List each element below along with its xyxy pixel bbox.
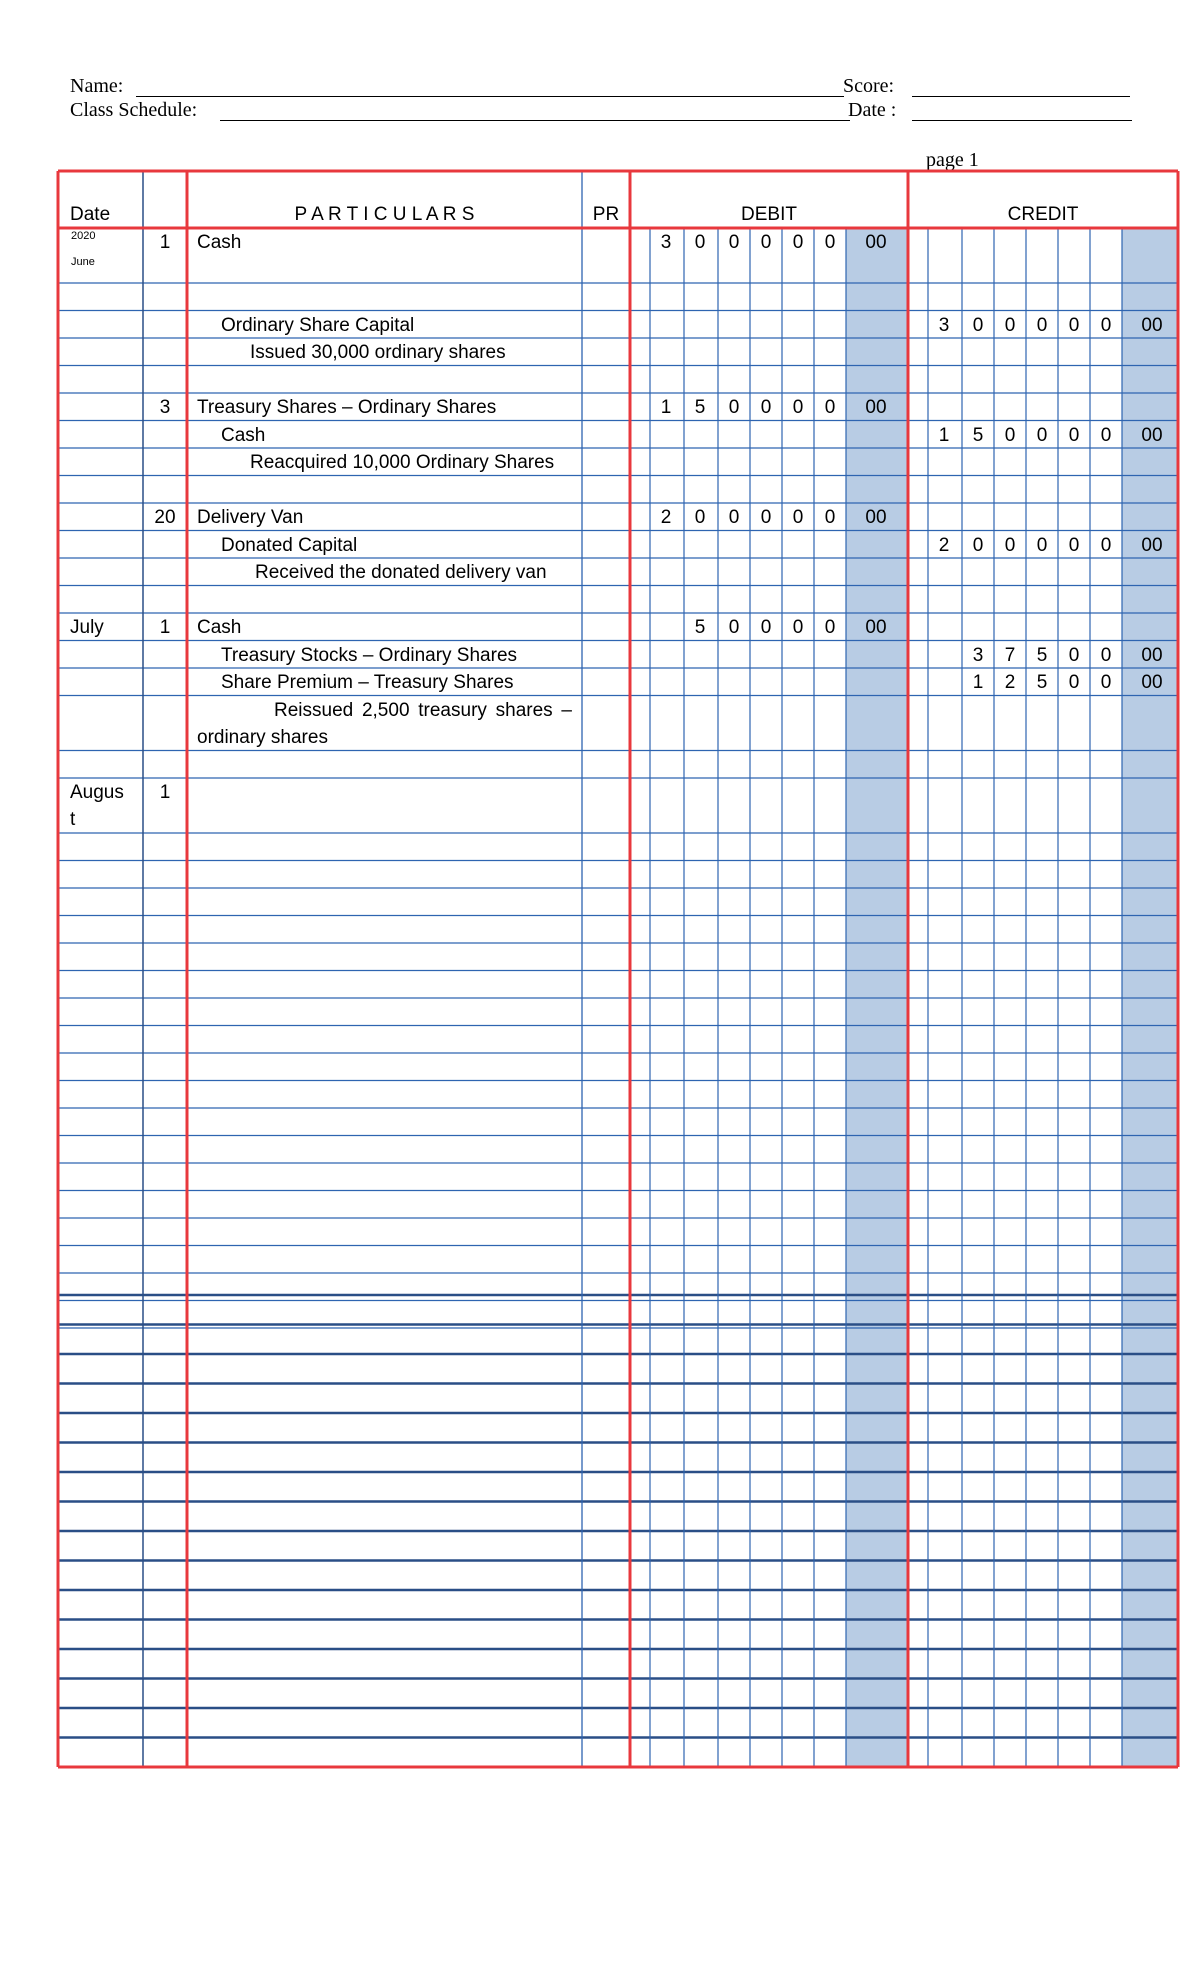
credit-digit: 3 bbox=[972, 644, 984, 666]
debit-digit: 0 bbox=[694, 232, 706, 253]
credit-digit: 5 bbox=[972, 424, 984, 446]
entry-particulars: Treasury Shares – Ordinary Shares bbox=[197, 397, 497, 418]
debit-digit: 0 bbox=[824, 617, 836, 638]
credit-column-header: CREDIT bbox=[1007, 204, 1079, 225]
credit-digit: 2 bbox=[1004, 672, 1016, 693]
credit-digit: 2 bbox=[938, 534, 950, 556]
entry-particulars: Cash bbox=[221, 424, 266, 446]
credit-digit: 0 bbox=[1036, 314, 1048, 336]
debit-cents: 00 bbox=[865, 397, 887, 418]
class-schedule-label: Class Schedule: bbox=[70, 99, 198, 121]
credit-digit: 7 bbox=[1004, 644, 1016, 666]
credit-digit: 3 bbox=[938, 314, 950, 336]
credit-digit: 1 bbox=[972, 672, 984, 693]
entry-particulars: Delivery Van bbox=[197, 507, 304, 528]
credit-digit: 0 bbox=[1068, 424, 1080, 446]
credit-digit: 0 bbox=[1100, 644, 1112, 666]
credit-digit: 5 bbox=[1036, 644, 1048, 666]
name-label: Name: bbox=[70, 75, 124, 97]
debit-digit: 0 bbox=[760, 397, 772, 418]
entry-particulars: Ordinary Share Capital bbox=[221, 314, 415, 336]
debit-digit: 0 bbox=[728, 397, 740, 418]
entry-day: 3 bbox=[159, 397, 171, 418]
credit-digit: 0 bbox=[1004, 314, 1016, 336]
entry-month: t bbox=[70, 809, 76, 830]
debit-digit: 0 bbox=[824, 397, 836, 418]
debit-digit: 0 bbox=[792, 617, 804, 638]
pr-column-header: PR bbox=[592, 204, 620, 225]
credit-digit: 0 bbox=[1068, 672, 1080, 693]
credit-digit: 0 bbox=[972, 534, 984, 556]
debit-digit: 5 bbox=[694, 617, 706, 638]
debit-digit: 0 bbox=[760, 232, 772, 253]
debit-digit: 0 bbox=[728, 617, 740, 638]
credit-digit: 1 bbox=[938, 424, 950, 446]
entry-month: Augus bbox=[70, 782, 124, 803]
debit-digit: 0 bbox=[760, 507, 772, 528]
debit-digit: 0 bbox=[760, 617, 772, 638]
debit-digit: 0 bbox=[728, 232, 740, 253]
debit-cents: 00 bbox=[865, 617, 887, 638]
debit-digit: 0 bbox=[824, 232, 836, 253]
date-label: Date : bbox=[848, 99, 897, 121]
entry-month: June bbox=[71, 256, 95, 268]
debit-digit: 2 bbox=[660, 507, 672, 528]
entry-particulars: Donated Capital bbox=[221, 534, 358, 556]
entry-day: 1 bbox=[159, 617, 171, 638]
credit-digit: 0 bbox=[1100, 424, 1112, 446]
debit-cents: 00 bbox=[865, 232, 887, 253]
credit-cents: 00 bbox=[1141, 314, 1163, 336]
debit-column-header: DEBIT bbox=[741, 204, 797, 225]
entry-particulars: Cash bbox=[197, 617, 242, 638]
credit-digit: 0 bbox=[1068, 644, 1080, 666]
entry-particulars: Received the donated delivery van bbox=[255, 562, 547, 583]
credit-digit: 0 bbox=[1068, 314, 1080, 336]
credit-digit: 0 bbox=[1100, 672, 1112, 693]
page-number: page 1 bbox=[926, 149, 979, 171]
date-column-header: Date bbox=[70, 204, 111, 225]
credit-cents: 00 bbox=[1141, 644, 1163, 666]
debit-digit: 1 bbox=[660, 397, 672, 418]
credit-cents: 00 bbox=[1141, 672, 1163, 693]
credit-cents: 00 bbox=[1141, 534, 1163, 556]
entry-particulars: Treasury Stocks – Ordinary Shares bbox=[221, 644, 518, 666]
debit-digit: 3 bbox=[660, 232, 672, 253]
credit-cents: 00 bbox=[1141, 424, 1163, 446]
particulars-column-header: P A R T I C U L A R S bbox=[294, 204, 475, 225]
entry-day: 1 bbox=[159, 782, 171, 803]
debit-digit: 0 bbox=[792, 397, 804, 418]
entry-particulars: Reissued 2,500 treasury shares – bbox=[274, 699, 572, 721]
credit-digit: 5 bbox=[1036, 672, 1048, 693]
credit-digit: 0 bbox=[1068, 534, 1080, 556]
credit-digit: 0 bbox=[1004, 534, 1016, 556]
entry-year: 2020 bbox=[71, 230, 96, 242]
credit-digit: 0 bbox=[1100, 534, 1112, 556]
entry-month: July bbox=[70, 617, 104, 638]
debit-digit: 0 bbox=[694, 507, 706, 528]
entry-day: 20 bbox=[154, 507, 176, 528]
entry-particulars: Reacquired 10,000 Ordinary Shares bbox=[250, 452, 555, 473]
credit-digit: 0 bbox=[1036, 424, 1048, 446]
debit-digit: 0 bbox=[792, 507, 804, 528]
debit-digit: 0 bbox=[824, 507, 836, 528]
credit-digit: 0 bbox=[1004, 424, 1016, 446]
entry-particulars: Issued 30,000 ordinary shares bbox=[250, 342, 506, 363]
debit-digit: 5 bbox=[694, 397, 706, 418]
debit-cents: 00 bbox=[865, 507, 887, 528]
debit-digit: 0 bbox=[728, 507, 740, 528]
debit-digit: 0 bbox=[792, 232, 804, 253]
credit-digit: 0 bbox=[972, 314, 984, 336]
credit-digit: 0 bbox=[1036, 534, 1048, 556]
entry-particulars: Cash bbox=[197, 232, 242, 253]
credit-digit: 0 bbox=[1100, 314, 1112, 336]
score-label: Score: bbox=[843, 75, 895, 97]
entry-particulars: Share Premium – Treasury Shares bbox=[221, 672, 514, 693]
entry-day: 1 bbox=[159, 232, 171, 253]
entry-particulars: ordinary shares bbox=[197, 726, 328, 748]
